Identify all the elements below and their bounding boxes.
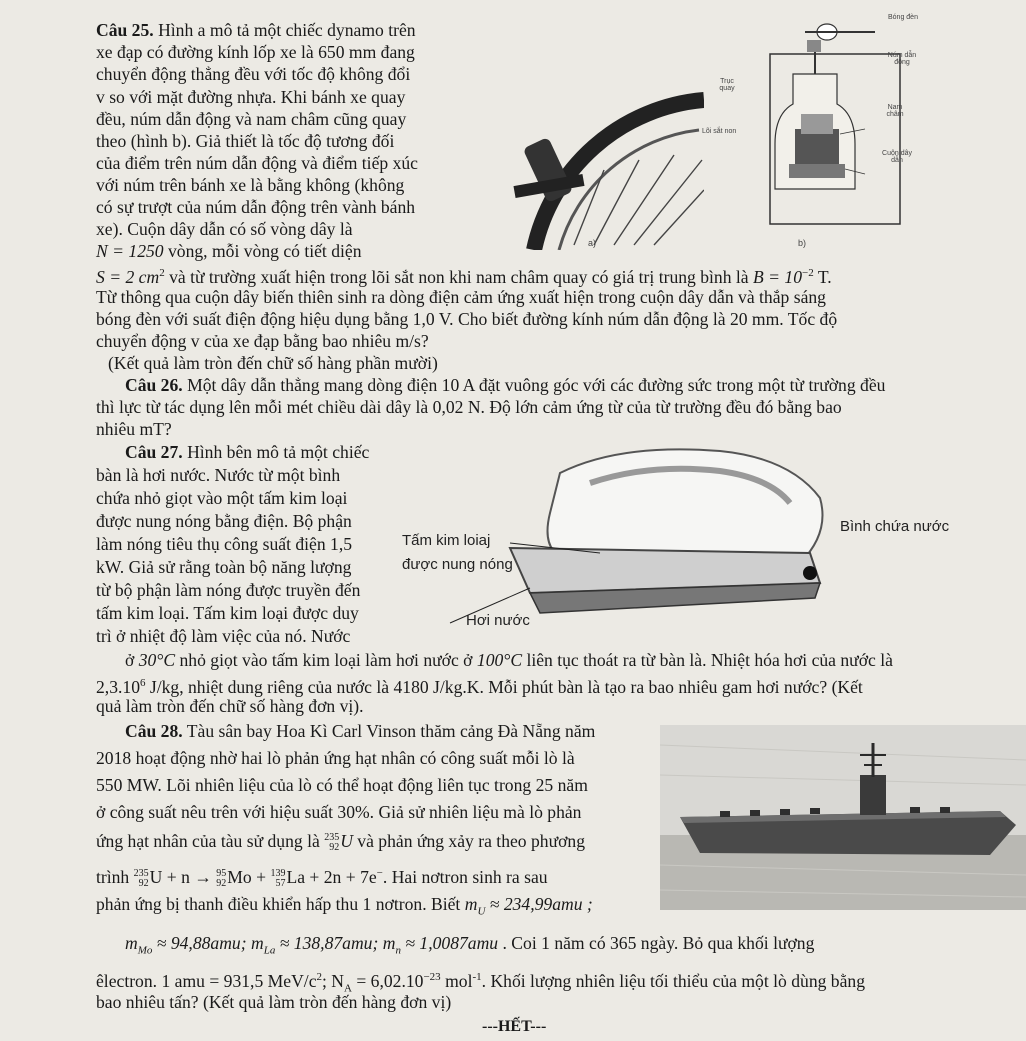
- q25-line-3: chuyển động thẳng đều với tốc độ không đổi: [96, 64, 411, 84]
- q25-line-4: v so với mặt đường nhựa. Khi bánh xe quay: [96, 87, 406, 107]
- q25-line-10: xe). Cuộn dây dẫn có số vòng dây là: [96, 219, 353, 239]
- q25-line-9: có sự trượt của núm dẫn động trên vành bánh: [96, 197, 416, 217]
- label-truc-quay: Trục quay: [719, 78, 735, 92]
- fig-b-label: b): [798, 238, 807, 248]
- q25-line-12: S = 2 $cm^2$ và từ trường xuất hiện trong lõi sắt non khi nam châm quay có giá trị trung bình là $B = 10^{-2}$ T.: [96, 266, 832, 287]
- q25-line-7: của điểm trên núm dẫn động và điểm tiếp xúc: [96, 153, 418, 173]
- q27-line-3: chứa nhỏ giọt vào một tấm kim loại: [96, 488, 348, 508]
- label-bong-den: Bóng đèn: [888, 14, 918, 21]
- q27-line-1: Câu 27. Hình bên mô tả một chiếc: [125, 442, 370, 462]
- q25-line-5: đều, núm dẫn động và nam châm cũng quay: [96, 109, 407, 129]
- q27-line-5: làm nóng tiêu thụ công suất điện 1,5: [96, 534, 353, 554]
- q28-line-3: 550 MW. Lõi nhiên liệu của lò có thể hoạt động liên tục trong 25 năm: [96, 775, 588, 795]
- q28-line-4: ở công suất nêu trên với hiệu suất 30%. Giả sử nhiên liệu mà lò phản: [96, 802, 582, 822]
- q28-line-10: bao nhiêu tấn? (Kết quả làm tròn đến hàng đơn vị): [96, 992, 452, 1012]
- q25-line-6: theo (hình b). Giả thiết là tốc độ tương đối: [96, 131, 395, 151]
- q26-line-2: thì lực từ tác dụng lên mỗi mét chiều dài dây là 0,02 N. Độ lớn cảm ứng từ của từ trường đều đó bằng bao: [96, 397, 842, 417]
- label-loi-sat-non: Lõi sắt non: [702, 128, 737, 135]
- q28-line-7: phản ứng bị thanh điều khiển hấp thu 1 nơtron. Biết $m_U \approx 234,99amu$ ;: [96, 894, 593, 918]
- q27-line-11: 2,3.10$^6$ J/kg, nhiệt dung riêng của nước là 4180 J/kg.K. Mỗi phút bàn là tạo ra bao nhiêu gam hơi nước? (Kết: [96, 676, 863, 697]
- q28-line-9: êlectron. 1 amu = 931,5 MeV/$c^2$; $N_A = 6,02.10^{-23}$ mol$^{-1}$. Khối lượng nhiên liệu tối thiểu của một lò dùng bằng: [96, 970, 866, 995]
- q27-line-7: từ bộ phận làm nóng được truyền đến: [96, 580, 361, 600]
- q28-line-8: $m_{Mo} \approx 94,88amu$; $m_{La} \approx 138,87amu$; $m_n \approx 1,0087amu$ . Coi 1 năm có 365 ngày. Bỏ qua khối lượng: [125, 933, 815, 957]
- q27-line-4: được nung nóng bằng điện. Bộ phận: [96, 511, 352, 531]
- q28-line-2: 2018 hoạt động nhờ hai lò phản ứng hạt nhân có công suất mỗi lò là: [96, 748, 575, 768]
- q25-line-14: bóng đèn với suất điện động hiệu dụng bằng 1,0 V. Cho biết đường kính núm dẫn động là 20 mm. Tốc độ: [96, 309, 838, 329]
- nuclide-u235: 235 92: [324, 831, 340, 853]
- end-marker: ---HẾT---: [482, 1018, 547, 1035]
- aircraft-carrier-photo: [660, 725, 1026, 910]
- q28-line-5: ứng hạt nhân của tàu sử dụng là 235 92 U và phản ứng xảy ra theo phương: [96, 831, 586, 853]
- q27-line-12: quả làm tròn đến chữ số hàng đơn vị).: [96, 696, 364, 716]
- label-cuon-day-dan: Cuộn dây dẫn: [882, 150, 912, 164]
- q25-line-15: chuyển động v của xe đạp bằng bao nhiêu m/s?: [96, 331, 429, 351]
- q25-line-2: xe đạp có đường kính lốp xe là 650 mm đang: [96, 42, 415, 62]
- dynamo-diagram-figure: [745, 14, 905, 236]
- fig-a-label: a): [588, 238, 597, 248]
- q25-line-13: Từ thông qua cuộn dây biến thiên sinh ra dòng điện cảm ứng xuất hiện trong cuộn dây dẫn và thắp sáng: [96, 287, 826, 307]
- label-duoc-nung-nong: được nung nóng: [402, 556, 513, 573]
- label-num-dan-dong: Núm dẫn động: [887, 52, 917, 66]
- q25-line-1: Câu 25. Hình a mô tả một chiếc dynamo trên: [96, 20, 416, 40]
- q27-line-6: kW. Giả sử rằng toàn bộ năng lượng: [96, 557, 352, 577]
- q26-line-1: Câu 26. Một dây dẫn thẳng mang dòng điện 10 A đặt vuông góc với các đường sức trong một từ trường đều: [125, 375, 886, 395]
- label-nam-cham: Nam châm: [886, 104, 904, 118]
- q27-line-10: ở 30°C nhỏ giọt vào tấm kim loại làm hơi nước ở 100°C liên tục thoát ra từ bàn là. Nhiệt hóa hơi của nước là: [125, 650, 893, 670]
- label-hoi-nuoc: Hơi nước: [466, 612, 530, 629]
- q28-line-6: trình 235 92 U + n → 95 92 Mo + 139 57 La + 2n + 7e−. Hai nơtron sinh ra sau: [96, 866, 548, 889]
- q28-line-1: Câu 28. Tàu sân bay Hoa Kì Carl Vinson thăm cảng Đà Nẵng năm: [125, 721, 596, 741]
- label-tam-kim-loai: Tấm kim loiaj: [402, 532, 491, 549]
- q26-line-3: nhiêu mT?: [96, 419, 172, 439]
- q25-line-11: N = 1250 vòng, mỗi vòng có tiết diện: [96, 241, 362, 261]
- q25-line-16: (Kết quả làm tròn đến chữ số hàng phần mười): [108, 353, 438, 373]
- label-binh-chua-nuoc: Bình chứa nước: [840, 518, 950, 535]
- bicycle-wheel-figure: [474, 60, 704, 250]
- q27-line-8: tấm kim loại. Tấm kim loại được duy: [96, 603, 359, 623]
- q27-line-9: trì ở nhiệt độ làm việc của nó. Nước: [96, 626, 351, 646]
- q25-line-8: với núm trên bánh xe là bằng không (không: [96, 175, 405, 195]
- q27-line-2: bàn là hơi nước. Nước từ một bình: [96, 465, 341, 485]
